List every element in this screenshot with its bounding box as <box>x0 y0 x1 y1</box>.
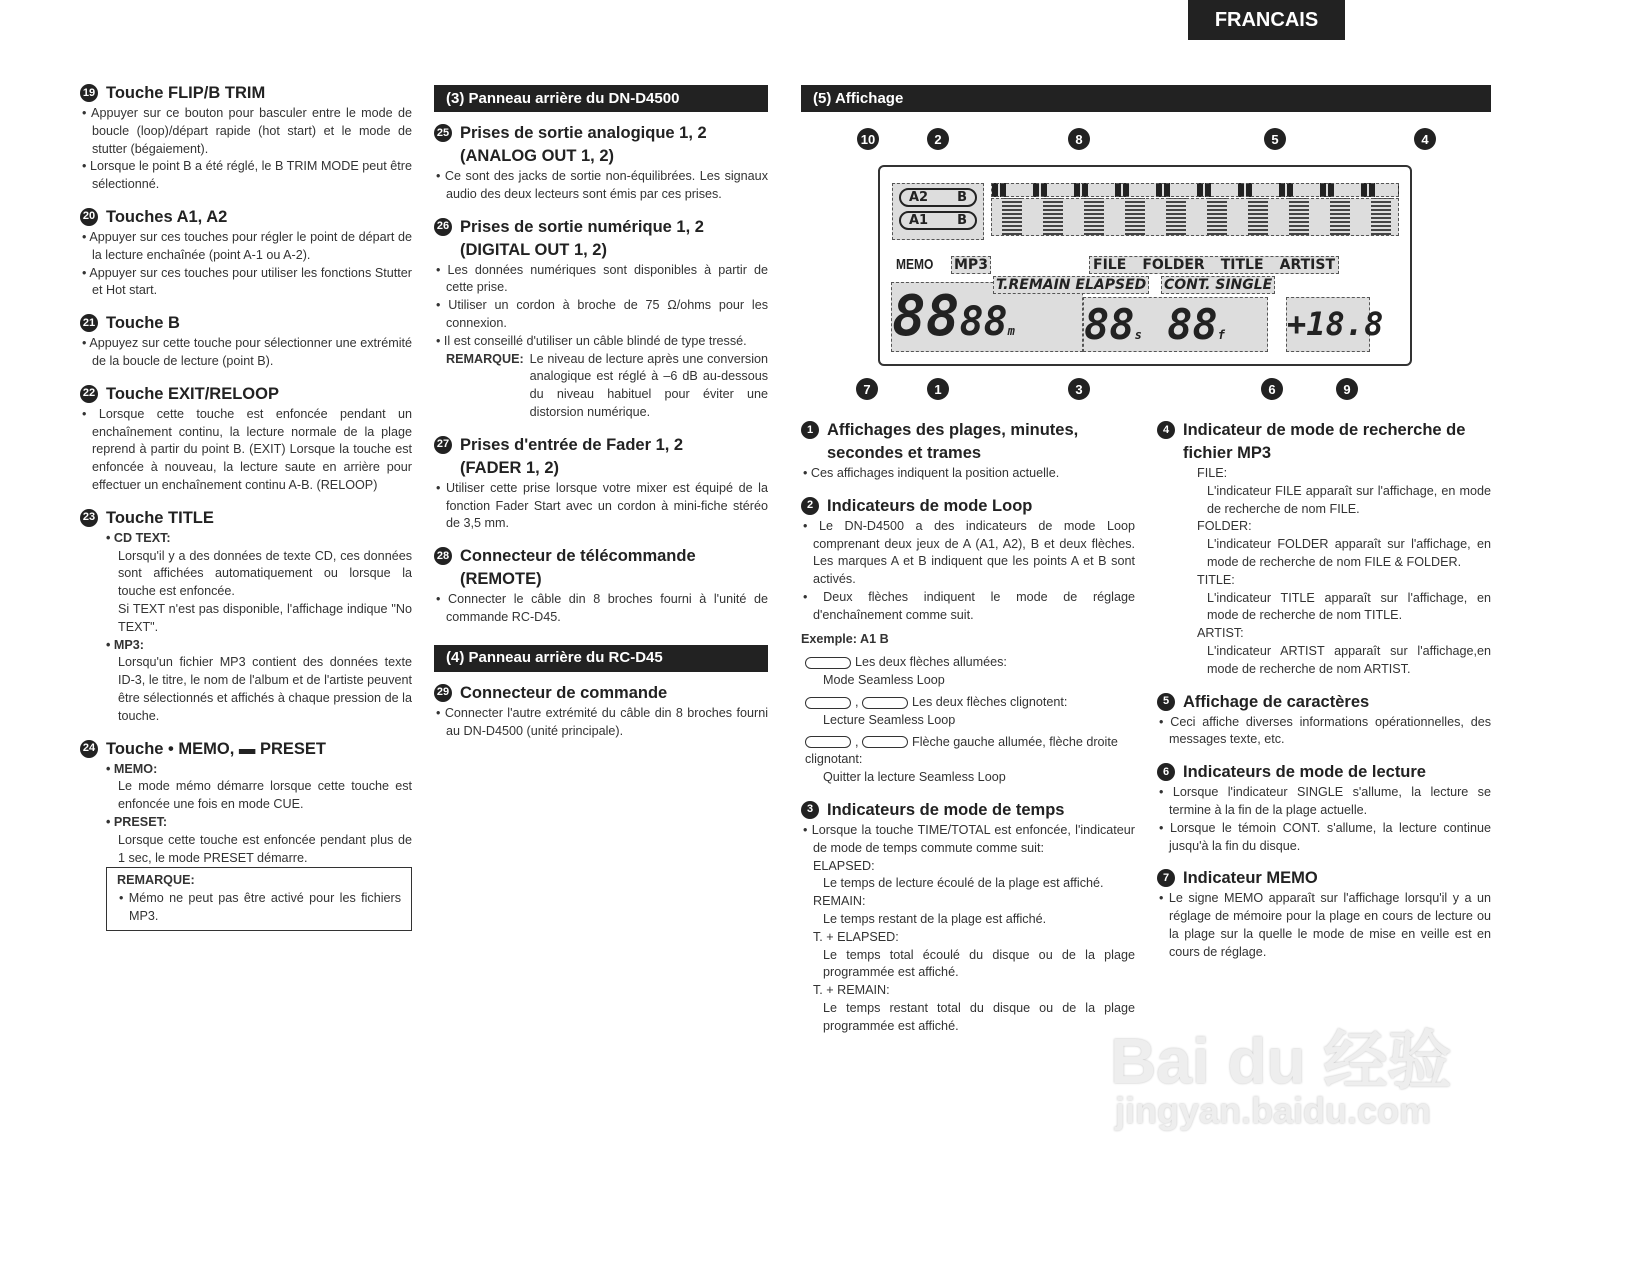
section-bar-dn-d4500: (3) Panneau arrière du DN-D4500 <box>434 85 768 112</box>
item-label: FILE: <box>1197 466 1228 480</box>
bullet-text: • Utiliser un cordon à broche de 75 Ω/ohms pour les connexion. <box>434 297 768 333</box>
loop-arrows-icon <box>805 657 851 669</box>
item-label: TITLE: <box>1197 572 1235 587</box>
label: • PRESET: <box>106 814 168 829</box>
bullet-text: • Connecter le câble din 8 broches fourni à l'unité de commande RC-D45. <box>434 591 768 627</box>
display-section <box>801 85 1491 122</box>
section-heading <box>434 545 768 591</box>
number-badge: 25 <box>434 124 452 142</box>
number-badge: 19 <box>80 84 98 102</box>
bullet-text: • Ces affichages indiquent la position actuelle. <box>801 465 1135 483</box>
heading-text <box>827 799 1064 822</box>
section-heading <box>80 383 412 406</box>
section-bar-display: (5) Affichage <box>801 85 1491 112</box>
column-1 <box>80 82 412 943</box>
bullet-text: • Le signe MEMO apparaît sur l'affichage lorsqu'il y a un réglage de mémoire pour la plage en cours de lecture ou la plage sur la quelle le mode de mise en veille est en cours de réglage. <box>1157 890 1491 961</box>
example-line: , Les deux flèches clignotent: <box>801 694 1135 712</box>
section <box>1157 691 1491 750</box>
bullet-text: • Le DN-D4500 a des indicateurs de mode Loop comprenant deux jeux de A (A1, A2), B et deux flèches. Les marques A et B indiquent que les points A et B sont activés. <box>801 518 1135 589</box>
mp3-indicator: MP3 <box>951 256 991 274</box>
item-label: ELAPSED: <box>813 858 875 873</box>
section-heading <box>1157 867 1491 890</box>
example-line <box>801 654 1135 672</box>
text: Si TEXT n'est pas disponible, l'affichage indique "No TEXT". <box>118 601 412 634</box>
item-text: L'indicateur ARTIST apparaît sur l'affichage,en mode de recherche de nom ARTIST. <box>1207 643 1491 676</box>
example-result: Quitter la lecture Seamless Loop <box>823 770 1006 785</box>
example-text: Flèche gauche allumée, flèche droite clignotant: <box>805 734 1118 767</box>
heading-title: Touches A1, A2 <box>106 207 228 226</box>
remark-box <box>106 867 412 930</box>
number-badge: 27 <box>434 436 452 454</box>
heading-text <box>827 419 1135 465</box>
language-tab: FRANCAIS <box>1188 0 1345 40</box>
example-line: , Flèche gauche allumée, flèche droite clignotant: <box>805 734 1118 767</box>
text: Lorsqu'il y a des données de texte CD, ces données sont affichées automatiquement ou lorsque la touche est enfoncée. <box>118 548 412 599</box>
section-heading <box>80 206 412 229</box>
section-heading <box>1157 691 1491 714</box>
number-badge: 1 <box>801 421 819 439</box>
number-badge: 23 <box>80 509 98 527</box>
item-label: T. + ELAPSED: <box>813 929 899 944</box>
example-label: Exemple: A1 B <box>801 631 889 646</box>
heading-text <box>460 682 667 705</box>
bullet-text: • Lorsque la touche TIME/TOTAL est enfoncée, l'indicateur de mode de temps commute comme suit: <box>801 822 1135 858</box>
item-text: L'indicateur FOLDER apparaît sur l'affichage, en mode de recherche de nom FILE & FOLDER. <box>1207 537 1491 569</box>
example-text: Les deux flèches allumées: <box>855 655 1007 670</box>
heading-text <box>106 312 180 335</box>
section-heading <box>80 312 412 335</box>
heading-subtitle: (REMOTE) <box>460 570 542 589</box>
section-heading <box>801 495 1135 518</box>
loop-arrows-icon <box>805 736 851 748</box>
item-label: FOLDER: <box>1197 519 1252 534</box>
column-3a <box>801 419 1135 1048</box>
heading-title: Touche FLIP/B TRIM <box>106 84 266 102</box>
section-heading <box>801 419 1135 465</box>
bullet-text: • Appuyer sur ces touches pour utiliser les fonctions Stutter et Hot start. <box>80 265 412 301</box>
heading-text <box>106 738 326 761</box>
remark-text: • Mémo ne peut pas être activé pour les fichiers MP3. <box>117 890 401 926</box>
heading-title: Prises de sortie analogique 1, 2 <box>460 124 707 142</box>
bullet-text: • Les données numériques sont disponibles à partir de cette prise. <box>434 262 768 298</box>
section-heading <box>80 507 412 530</box>
number-badge: 22 <box>80 385 98 403</box>
label: • MEMO: <box>106 761 158 776</box>
loop-arrows-icon <box>805 697 851 709</box>
item-text: L'indicateur FILE apparaît sur l'affichage, en mode de recherche de nom FILE. <box>1207 483 1491 516</box>
pitch-display: +18.8 <box>1286 297 1370 352</box>
artist-indicator: ARTIST <box>1279 257 1335 273</box>
remark-label: REMARQUE: <box>446 351 524 366</box>
section <box>434 545 768 627</box>
number-badge: 3 <box>801 801 819 819</box>
section <box>434 682 768 741</box>
section-heading <box>434 434 768 480</box>
play-mode-indicator: CONT. SINGLE <box>1161 276 1275 294</box>
loop-a2: A2 <box>909 190 929 205</box>
loop-indicators <box>892 183 984 240</box>
loop-b: B <box>957 190 967 205</box>
heading-text <box>106 82 265 105</box>
loop-b: B <box>957 213 967 228</box>
column-2 <box>434 85 768 752</box>
remark-text: Le niveau de lecture après une conversion analogique est réglé à –6 dB au-dessous du niveau habituel pour éviter une distorsion numérique. <box>529 351 768 419</box>
heading-title: Indicateur de mode de recherche de fichier MP3 <box>1183 421 1466 462</box>
heading-title: Indicateurs de mode de temps <box>827 800 1065 819</box>
section <box>801 799 1135 1036</box>
heading-title: Prises d'entrée de Fader 1, 2 <box>460 435 684 454</box>
section-bar-rc-d45: (4) Panneau arrière du RC-D45 <box>434 645 768 672</box>
number-badge: 21 <box>80 314 98 332</box>
heading-title: Affichage de caractères <box>1183 692 1370 711</box>
section <box>80 82 412 194</box>
item-text: Le temps de lecture écoulé de la plage est affiché. <box>823 876 1104 891</box>
heading-title: Indicateur MEMO <box>1183 869 1318 888</box>
text: Le mode mémo démarre lorsque cette touche est enfoncée une fois en mode CUE. <box>118 779 412 812</box>
second-digits: 88 <box>1084 300 1135 349</box>
heading-text <box>460 216 704 262</box>
section <box>1157 419 1491 679</box>
number-badge: 29 <box>434 684 452 702</box>
section <box>801 495 1135 787</box>
bullet-text: • Lorsque le point B a été réglé, le B TRIM MODE peut être sélectionné. <box>80 158 412 194</box>
section-heading <box>1157 761 1491 784</box>
section-heading <box>801 799 1135 822</box>
minute-digits: 88 <box>959 299 1008 345</box>
bullet-text: • Utiliser cette prise lorsque votre mixer est équipé de la fonction Fader Start avec un cordon à mini-fiche stéréo de 3,5 mm. <box>434 480 768 533</box>
bullet-text: • Appuyez sur cette touche pour sélectionner une extrémité de la boucle de lecture (point B). <box>80 335 412 371</box>
item-label: ARTIST: <box>1197 626 1244 641</box>
heading-text <box>827 495 1032 518</box>
heading-title: Touche • MEMO, ▬ PRESET <box>106 739 326 758</box>
heading-text <box>106 383 279 406</box>
heading-title: Touche EXIT/RELOOP <box>106 384 279 403</box>
heading-text <box>106 206 227 229</box>
heading-title: Connecteur de commande <box>460 683 668 702</box>
section-heading <box>1157 419 1491 465</box>
watermark-url: jingyan.baidu.com <box>1115 1090 1432 1131</box>
section <box>1157 761 1491 855</box>
number-badge: 5 <box>1157 693 1175 711</box>
example-result: Lecture Seamless Loop <box>823 712 956 727</box>
item-text: L'indicateur TITLE apparaît sur l'affichage, en mode de recherche de nom TITLE. <box>1207 590 1491 623</box>
section <box>80 383 412 495</box>
heading-title: Affichages des plages, minutes, secondes et trames <box>827 421 1079 462</box>
remark-title: REMARQUE: <box>117 873 195 888</box>
section-heading <box>434 122 768 168</box>
second-frame-display <box>1083 297 1268 352</box>
callout-5: 5 <box>1264 128 1286 150</box>
callout-4: 4 <box>1414 128 1436 150</box>
text: Lorsqu'un fichier MP3 contient des données texte ID-3, le titre, le nom de l'album et de l'artiste peuvent être sélectionnés et affichés à chaque pression de la touche. <box>118 655 412 723</box>
number-badge: 7 <box>1157 869 1175 887</box>
mp3-search-indicators <box>1089 256 1339 274</box>
memo-indicator: MEMO <box>896 256 934 273</box>
heading-subtitle: (DIGITAL OUT 1, 2) <box>460 240 607 259</box>
bullet-text: • Appuyer sur ce bouton pour basculer entre le mode de boucle (loop)/départ rapide (hot start) et le mode de stutter (bégaiement). <box>80 105 412 158</box>
heading-text <box>1183 691 1369 714</box>
number-badge: 20 <box>80 208 98 226</box>
time-mode-indicator: T.REMAIN ELAPSED <box>993 276 1149 294</box>
bullet-text: • Ce sont des jacks de sortie non-équilibrées. Les signaux audio des deux lecteurs sont émis par ces prises. <box>434 168 768 204</box>
number-badge: 24 <box>80 740 98 758</box>
heading-title: Touche B <box>106 314 180 333</box>
label: • MP3: <box>106 637 144 652</box>
section <box>801 419 1135 483</box>
section <box>434 216 768 422</box>
minute-unit: m <box>1007 324 1015 338</box>
bullet-text: • Connecter l'autre extrémité du câble din 8 broches fourni au DN-D4500 (unité principale). <box>434 705 768 741</box>
file-indicator: FILE <box>1093 257 1127 273</box>
track-digits: 88 <box>892 284 960 349</box>
heading-subtitle: (ANALOG OUT 1, 2) <box>460 147 615 165</box>
item-text: Le temps total écoulé du disque ou de la plage programmée est affiché. <box>823 947 1135 980</box>
label: • CD TEXT: <box>106 530 171 545</box>
callout-2: 2 <box>927 128 949 150</box>
number-badge: 4 <box>1157 421 1175 439</box>
callout-10: 10 <box>857 128 879 150</box>
heading-text <box>460 545 696 591</box>
heading-text <box>1183 867 1318 890</box>
watermark-logo: Bai du 经验 <box>1110 1025 1452 1097</box>
heading-text <box>1183 761 1426 784</box>
section <box>434 122 768 204</box>
loop-a1: A1 <box>909 213 929 228</box>
bullet-text: • Lorsque le témoin CONT. s'allume, la lecture continue jusqu'à la fin du disque. <box>1157 820 1491 856</box>
item-text: Le temps restant total du disque ou de la plage programmée est affiché. <box>823 1000 1135 1033</box>
section <box>80 206 412 300</box>
callout-1: 1 <box>927 378 949 400</box>
callout-7: 7 <box>856 378 878 400</box>
column-3b <box>1157 419 1491 974</box>
frame-digits: 88 <box>1167 300 1218 349</box>
section <box>434 434 768 533</box>
level-meter <box>991 183 1399 197</box>
heading-title: Indicateurs de mode Loop <box>827 496 1033 515</box>
item-text: Le temps restant de la plage est affiché. <box>823 911 1047 926</box>
section <box>80 738 412 931</box>
text: Lorsque cette touche est enfoncée pendant plus de 1 sec, le mode PRESET démarre. <box>118 832 412 865</box>
character-display <box>991 198 1399 236</box>
number-badge: 26 <box>434 218 452 236</box>
heading-text <box>106 507 214 530</box>
heading-text <box>460 122 707 168</box>
heading-text <box>460 434 683 480</box>
loop-arrows-icon <box>862 736 908 748</box>
bullet-text: • Lorsque cette touche est enfoncée pendant un enchaînement continu, la lecture normale de la plage reprend à partir du point B. (EXIT) Lorsque la touche est enfoncée à nouveau, la lecture saute en arrière pour effectuer un enchaînement continu A-B. (RELOOP) <box>80 406 412 495</box>
callout-6: 6 <box>1261 378 1283 400</box>
heading-subtitle: (FADER 1, 2) <box>460 458 560 477</box>
heading-title: Touche TITLE <box>106 508 214 527</box>
item-label: REMAIN: <box>813 894 866 909</box>
section <box>80 507 412 726</box>
bullet-text: • Ceci affiche diverses informations opérationnelles, des messages texte, etc. <box>1157 714 1491 750</box>
bullet-text: • Il est conseillé d'utiliser un câble blindé de type tressé. <box>434 333 768 351</box>
callout-9: 9 <box>1336 378 1358 400</box>
section <box>80 312 412 371</box>
section-heading <box>434 216 768 262</box>
folder-indicator: FOLDER <box>1142 257 1205 273</box>
example-text: Les deux flèches clignotent: <box>912 694 1068 709</box>
example-result: Mode Seamless Loop <box>823 673 945 688</box>
callout-3: 3 <box>1068 378 1090 400</box>
title-indicator: TITLE <box>1220 257 1264 273</box>
heading-text <box>1183 419 1491 465</box>
bullet-text: • Lorsque l'indicateur SINGLE s'allume, la lecture se termine à la fin de la plage actuelle. <box>1157 784 1491 820</box>
second-unit: s <box>1134 328 1142 342</box>
item-label: T. + REMAIN: <box>813 983 890 998</box>
number-badge: 28 <box>434 547 452 565</box>
bullet-text: • Deux flèches indiquent le mode de réglage d'enchaînement comme suit. <box>801 589 1135 625</box>
heading-title: Connecteur de télécommande <box>460 547 696 566</box>
bullet-text: • Appuyer sur ces touches pour régler le point de départ de la lecture enchaînée (point A-1 ou A-2). <box>80 229 412 265</box>
callout-8: 8 <box>1068 128 1090 150</box>
remark <box>434 351 768 422</box>
section-heading <box>80 738 412 761</box>
section-heading <box>434 682 768 705</box>
number-badge: 2 <box>801 497 819 515</box>
frame-unit: f <box>1217 328 1225 342</box>
heading-title: Indicateurs de mode de lecture <box>1183 763 1426 782</box>
heading-title: Prises de sortie numérique 1, 2 <box>460 217 704 236</box>
number-badge: 6 <box>1157 763 1175 781</box>
section <box>1157 867 1491 961</box>
section-heading <box>80 82 412 105</box>
loop-arrows-icon <box>862 697 908 709</box>
